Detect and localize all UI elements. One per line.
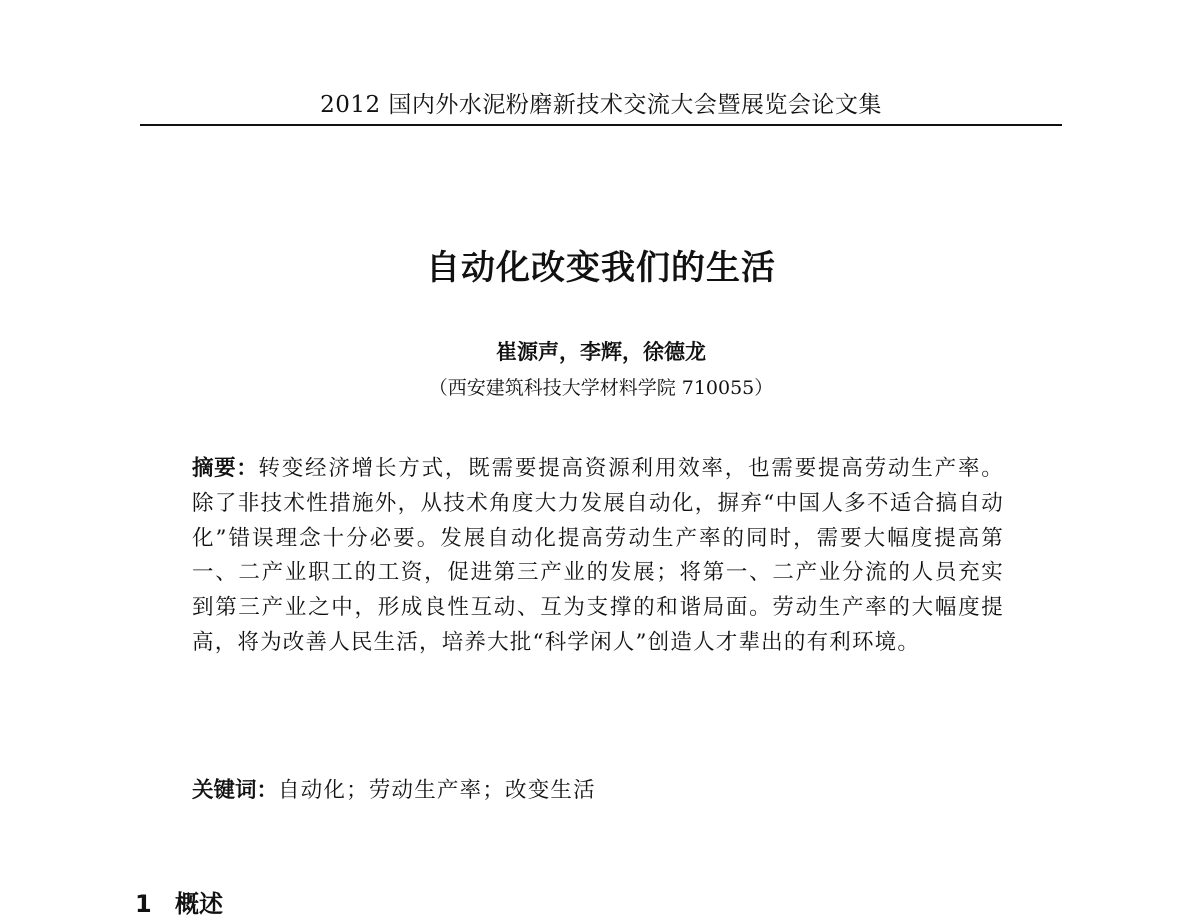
- running-header: 2012 国内外水泥粉磨新技术交流大会暨展览会论文集: [320, 92, 882, 118]
- section-number: 1: [135, 890, 152, 918]
- affiliation: （西安建筑科技大学材料学院 710055）: [428, 377, 774, 399]
- keywords-label: 关键词：: [192, 778, 279, 803]
- author-list: 崔源声，李辉，徐德龙: [496, 340, 706, 364]
- abstract: [192, 452, 1004, 661]
- keywords-text: 自动化；劳动生产率；改变生活: [278, 778, 596, 803]
- paper-title: 自动化改变我们的生活: [426, 248, 776, 288]
- section-heading: [135, 884, 223, 919]
- abstract-label: 摘要：: [192, 456, 259, 481]
- header-rule: [140, 124, 1062, 126]
- section-title: 概述: [175, 890, 223, 918]
- keywords: [192, 773, 1004, 804]
- abstract-text: 转变经济增长方式，既需要提高资源利用效率，也需要提高劳动生产率。除了非技术性措施外，从技术角度大力发展自动化，摒弃“中国人多不适合搞自动化”错误理念十分必要。发展自动化提高劳动生产率的同时，需要大幅度提高第一、二产业职工的工资，促进第三产业的发展；将第一、二产业分流的人员充实到第三产业之中，形成良性互动、互为支撑的和谐局面。劳动生产率的大幅度提高，将为改善人民生活，培养大批“科学闲人”创造人才辈出的有利环境。: [192, 456, 1004, 655]
